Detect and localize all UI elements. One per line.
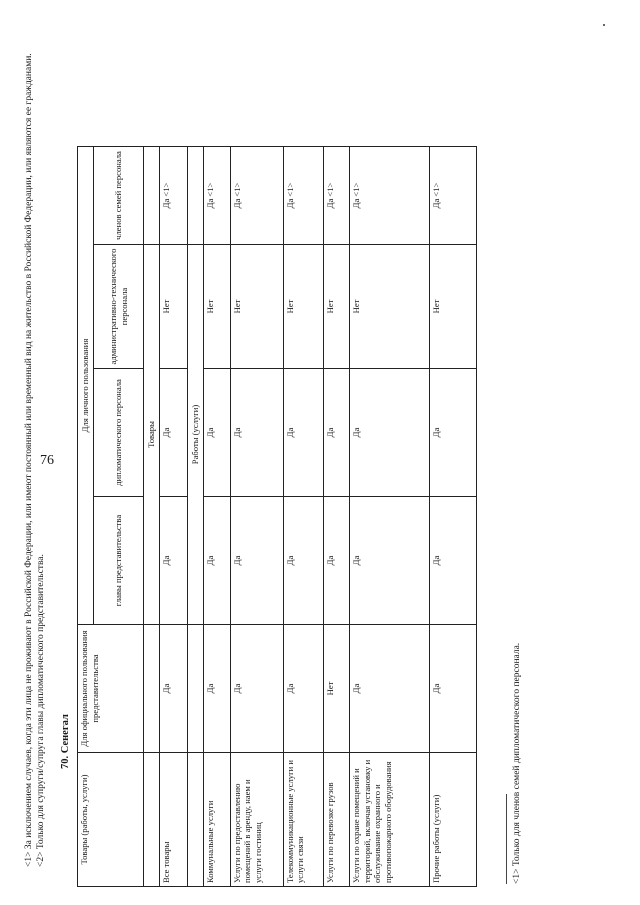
section-works: Работы (услуги) — [188, 245, 204, 625]
cell-diplomatic: Да — [230, 369, 283, 497]
cell-family: Да <1> — [350, 146, 430, 244]
cell-heads: Да — [350, 497, 430, 625]
cell-admin: Нет — [350, 245, 430, 369]
header-goods: Товары (работы, услуги) — [78, 753, 144, 887]
cell-admin: Нет — [283, 245, 323, 369]
cell-admin: Нет — [323, 245, 350, 369]
cell-official: Да — [430, 625, 477, 753]
row-name: Прочие работы (услуги) — [430, 753, 477, 887]
cell-diplomatic: Да — [159, 369, 188, 497]
footnote-1: <1> За исключением случаев, когда эти лица не проживают в Российской Федерации, или имеют постоянный или временный вид на жительство в Российской Федерации, или являются ее гражданами. — [24, 53, 34, 867]
row-name: Коммунальные услуги — [203, 753, 230, 887]
cell-diplomatic: Да — [350, 369, 430, 497]
section-goods: Товары — [144, 245, 160, 625]
cell-official: Да — [230, 625, 283, 753]
table-row — [159, 146, 188, 886]
footnote-2: <2> Только для супруги/супруга главы дипломатического представительства. — [36, 554, 47, 867]
cell-admin: Нет — [430, 245, 477, 369]
header-admin: административно-технического персонала — [94, 245, 144, 369]
table-row — [430, 146, 477, 886]
cell-family: Да <1> — [323, 146, 350, 244]
cell-official: Нет — [323, 625, 350, 753]
row-name: Услуги по перевозке грузов — [323, 753, 350, 887]
section-title: 70. Сенегал — [60, 714, 71, 769]
footnote-divider — [506, 794, 507, 884]
table-row — [230, 146, 283, 886]
rotated-page-content — [20, 12, 620, 892]
table-row — [350, 146, 430, 886]
cell-official: Да — [283, 625, 323, 753]
row-name: Услуги по предоставлению помещений в аренду, наем и услуги гостиниц — [230, 753, 283, 887]
row-name: Услуги по охране помещений и территорий, включая установку и обслуживание охранного и противопожарного оборудования — [350, 753, 430, 887]
header-heads: главы представительства — [94, 497, 144, 625]
cell-family: Да <1> — [203, 146, 230, 244]
cell-admin: Нет — [159, 245, 188, 369]
cell-heads: Да — [203, 497, 230, 625]
row-name: Все товары — [159, 753, 188, 887]
cell-family: Да <1> — [159, 146, 188, 244]
cell-official: Да — [350, 625, 430, 753]
header-official-use: Для официального пользования представительства — [78, 625, 144, 753]
header-diplomatic: дипломатического персонала — [94, 369, 144, 497]
cell-family: Да <1> — [283, 146, 323, 244]
header-personal-use: Для личного пользования — [78, 146, 94, 624]
table-row — [283, 146, 323, 886]
cell-diplomatic: Да — [283, 369, 323, 497]
cell-admin: Нет — [230, 245, 283, 369]
page-number: 76 — [40, 453, 54, 468]
cell-heads: Да — [159, 497, 188, 625]
privileges-table — [77, 146, 477, 887]
table-row — [203, 146, 230, 886]
cell-family: Да <1> — [430, 146, 477, 244]
row-name: Телекоммуникационные услуги и услуги связи — [283, 753, 323, 887]
cell-heads: Да — [283, 497, 323, 625]
cell-heads: Да — [323, 497, 350, 625]
header-family: членов семей персонала — [94, 146, 144, 244]
cell-heads: Да — [230, 497, 283, 625]
cell-admin: Нет — [203, 245, 230, 369]
cell-diplomatic: Да — [203, 369, 230, 497]
cell-official: Да — [203, 625, 230, 753]
top-footnotes — [23, 17, 47, 877]
cell-diplomatic: Да — [430, 369, 477, 497]
table-row — [323, 146, 350, 886]
bottom-footnote: <1> Только для членов семей дипломатического персонала. — [512, 642, 522, 884]
cell-diplomatic: Да — [323, 369, 350, 497]
cell-family: Да <1> — [230, 146, 283, 244]
cell-official: Да — [159, 625, 188, 753]
cell-heads: Да — [430, 497, 477, 625]
